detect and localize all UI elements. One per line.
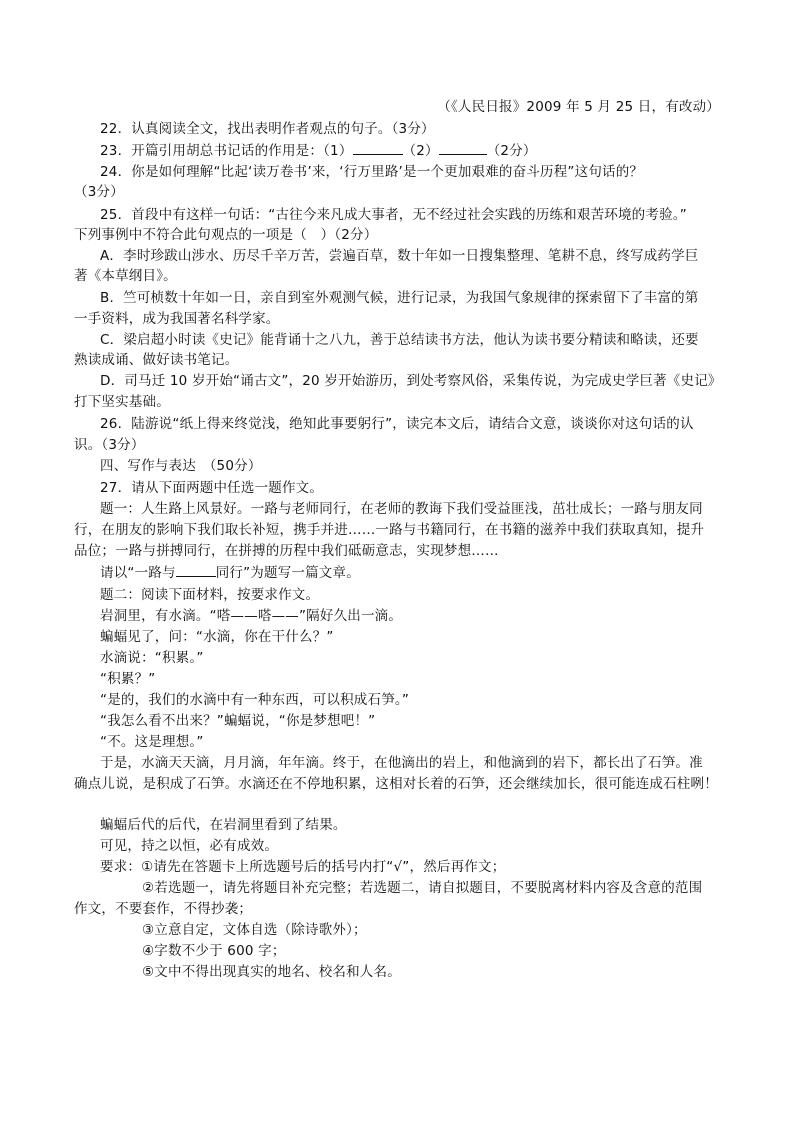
answer-blank-1 — [353, 142, 403, 155]
topic1-line1: 题一：人生路上风景好。一路与老师同行，在老师的教诲下我们受益匪浅，茁壮成长；一路与朋友同 — [100, 501, 703, 517]
topic1-line2: 行，在朋友的影响下我们取长补短，携手并进……一路与书籍同行，在书籍的滋养中我们获取真知，提升 — [74, 522, 705, 538]
answer-blank-2 — [439, 142, 487, 155]
question-27: 27．请从下面两题中任选一题作文。 — [100, 480, 324, 496]
option-a-line2: 著《本草纲目》。 — [74, 268, 177, 284]
topic1-prompt-suffix: 同行”为题写一篇文章。 — [215, 565, 360, 581]
requirement-1: 要求：①请先在答题卡上所选题号后的括号内打“√”，然后再作文； — [100, 859, 506, 875]
question-25-line2: 下列事例中不符合此句观点的一项是（ ）（2分） — [74, 227, 378, 243]
option-d-line2: 打下坚实基础。 — [74, 394, 170, 410]
requirement-5: ⑤文中不得出现真实的地名、校名和人名。 — [142, 964, 401, 980]
topic1-prompt-prefix: 请以“一路与 — [100, 565, 176, 581]
question-26-line2: 识。（3分） — [74, 437, 145, 453]
story-p3: 水滴说：“积累。” — [100, 650, 204, 666]
story-p9: 蝙蝠后代的后代，在岩洞里看到了结果。 — [100, 817, 347, 833]
option-c-line2: 熟读成诵、做好读书笔记。 — [74, 352, 239, 368]
section-4-heading: 四、写作与表达 （50分） — [100, 458, 262, 474]
requirement-2-line1: ②若选题一，请先将题目补充完整；若选题二，请自拟题目，不要脱离材料内容及含意的范围 — [142, 880, 703, 896]
option-b-line1: B．竺可桢数十年如一日，亲自到室外观测气候，进行记录，为我国气象规律的探索留下了丰富的第 — [100, 290, 699, 306]
question-23-suffix: （2分） — [486, 143, 537, 159]
option-c-line1: C．梁启超小时读《史记》能背诵十之八九，善于总结读书方法，他认为读书要分精读和略读，还要 — [100, 332, 699, 348]
story-p10: 可见，持之以恒，必有成效。 — [100, 838, 279, 854]
topic2-intro: 题二：阅读下面材料，按要求作文。 — [100, 587, 320, 603]
question-22: 22．认真阅读全文，找出表明作者观点的句子。（3分） — [100, 121, 435, 137]
question-26-line1: 26．陆游说“纸上得来终觉浅，绝知此事要躬行”，读完本文后，请结合文意，谈谈你对这句话的认 — [100, 416, 694, 432]
story-p6: “我怎么看不出来？”蝙蝠说，“你是梦想吧！” — [100, 713, 376, 729]
title-blank — [176, 564, 216, 577]
question-24-line2: （3分） — [74, 184, 124, 200]
story-p8-line1: 于是，水滴天天滴，月月滴，年年滴。终于，在他滴出的岩上，和他滴到的岩下，都长出了石笋。准 — [100, 755, 703, 771]
option-b-line2: 一手资料，成为我国著名科学家。 — [74, 311, 280, 327]
requirement-2-line2: 作文，不要套作，不得抄袭； — [74, 901, 253, 917]
topic1-line4 — [100, 564, 360, 582]
topic1-line3: 品位；一路与拼搏同行，在拼搏的历程中我们砥砺意志，实现梦想…… — [74, 543, 499, 559]
requirement-4: ④字数不少于 600 字； — [142, 943, 286, 959]
story-p2: 蝙蝠见了，问：“水滴，你在干什么？” — [100, 629, 334, 645]
story-p1: 岩洞里，有水滴。“嗒——嗒——”隔好久出一滴。 — [100, 608, 403, 624]
question-23-prefix: 23．开篇引用胡总书记话的作用是：（1） — [100, 143, 353, 159]
question-24-line1: 24．你是如何理解“比起‘读万卷书’来，‘行万里路’是一个更加艰难的奋斗历程”这句话的？ — [100, 164, 644, 180]
story-p8-line2: 确点儿说，是积成了石笋。水滴还在不停地积累，这相对长着的石笋，还会继续加长，很可能连成石柱咧！ — [74, 776, 718, 792]
question-25-line1: 25．首段中有这样一句话：“古往今来凡成大事者，无不经过社会实践的历练和艰苦环境的考验。” — [100, 207, 687, 223]
source-citation: （《人民日报》2009 年 5 月 25 日，有改动） — [437, 99, 720, 115]
question-23 — [100, 142, 537, 160]
story-p4: “积累？” — [100, 671, 156, 687]
story-p5: “是的，我们的水滴中有一种东西，可以积成石笋。” — [100, 692, 410, 708]
story-p7: “不。这是理想。” — [100, 734, 204, 750]
requirement-3: ③立意自定，文体自选（除诗歌外）； — [142, 922, 367, 938]
question-23-mid: （2） — [402, 143, 439, 159]
option-d-line1: D．司马迁 10 岁开始“诵古文”，20 岁开始游历，到处考察风俗，采集传说，为完成史学巨著《史记》 — [100, 373, 722, 389]
option-a-line1: A．李时珍跋山涉水、历尽千辛万苦，尝遍百草，数十年如一日搜集整理、笔耕不息，终写成药学巨 — [100, 248, 699, 264]
